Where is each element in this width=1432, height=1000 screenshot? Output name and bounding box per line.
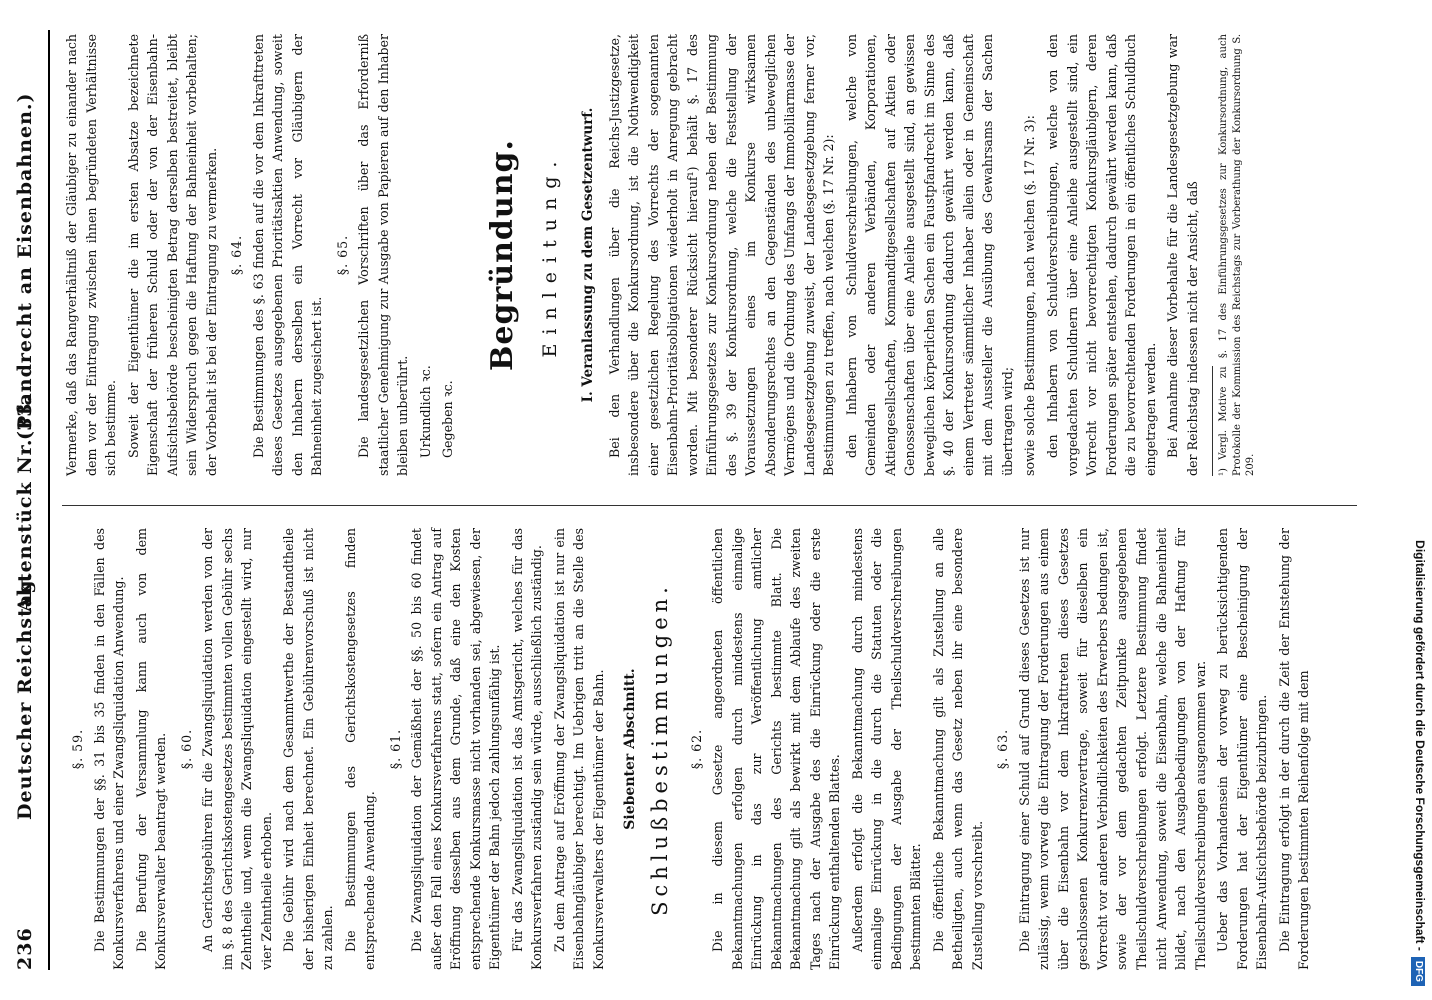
quoted-provision: den Inhabern von Schuldverschreibungen, welche von Gemeinden oder anderen Verbänden, Korporationen, Aktiengesellschaften, Kommanditgesellschaften auf Aktien oder Genossenschaften über eine Anleihe ausgestellt sind, an gewissen beweglichen körperlichen Sachen ein Faustpfandrecht im Sinne des §. 40 der Konkursordnung dadurch gewährt werden kann, daß einem Vertreter sämmtlicher Inhaber allein oder in Gemeinschaft mit dem Aussteller die Ausübung des Gewahrsams der Sachen übertragen wird; [843,34,1015,476]
paragraph-text: Die Bestimmungen des Gerichtskostengesetzes finden entsprechende Anwendung. [342,528,378,970]
paragraph-text: Die in diesem Gesetze angeordneten öffentlichen Bekanntmachungen erfolgen durch mindestens einmalige Einrückung in das zur Veröffentlichung amtlicher Bekanntmachungen des Gerichts bestimmte Blatt. Die Bekanntmachung gilt als bewirkt mit dem Ablaufe des zweiten Tages nach der Ausgabe des die Einrückung oder die erste Einrückung enthaltenden Blattes. [710,528,843,970]
section-subtitle: Schlußbestimmungen. [648,582,673,916]
paragraph-sign: §. 61. [387,728,403,770]
paragraph-sign: §. 62. [688,728,704,770]
closing-line: Urkundlich ꝛc. [417,365,433,458]
paragraph-text: Ueber das Vorhandensein der vorweg zu berücksichtigenden Forderungen hat der Eigenthümer eine Bescheinigung der Eisenbahn-Aufsichtsbehörde beizubringen. [1215,528,1270,970]
paragraph-text: Die landesgesetzlichen Vorschriften über das Erforderniß staatlicher Genehmigung zur Ausgabe von Papieren auf den Inhaber bleiben unberührt. [356,34,411,476]
paragraph-sign: §. 59. [70,728,85,770]
paragraph-text: Zu dem Antrage auf Eröffnung der Zwangsliquidation ist nur ein Eisenbahngläubiger berechtigt. Im Uebrigen tritt an die Stelle des Konkursverwalters der Eigenthümer der Bahn. [551,528,606,970]
left-column [62,528,1317,970]
paragraph-text: Die Gebühr wird nach dem Gesammtwerthe der Bestandtheile der bisherigen Einheit berechnet. Ein Gebührenvorschuß ist nicht zu zahlen. [281,528,336,970]
header-right-title: (Pfandrecht an Eisenbahnen.) [14,92,36,440]
credit-text: Digitalisierung gefördert durch die Deutsche Forschungsgemeinschaft - [1413,540,1427,951]
paragraph-sign: §. 60. [178,728,194,770]
introduction-heading: Einleitung. [539,152,562,358]
page-number: 236 [14,927,36,970]
quoted-provision: den Inhabern von Schuldverschreibungen, welche von den vorgedachten Schuldnern über eine Anleihe ausgestellt sind, ein Vorrecht vor nicht bevorrechtigten Konkursgläubigern, deren Forderungen später entstehen, dadurch gewährt werden kann, daß die zu bevorrechtenden Forderungen in ein öffentliches Schuldbuch eingetragen werden. [1045,34,1158,476]
footnote: ¹) Vergl. Motive zu §. 17 des Einführungsgesetzes zur Konkursordnung, auch Protokolle der Kommission des Reichstags zur Vorberathung der Konkursordnung S. 209. [1218,34,1257,476]
header-document-number: Aktenstück Nr. 33. [14,394,36,612]
closing-line: Gegeben ꝛc. [440,380,456,458]
page-header [14,30,48,970]
digitization-credit [1409,0,1431,1000]
paragraph-text: Bei Annahme dieser Vorbehalte für die Landesgesetzgebung war der Reichstag indessen nicht der Ansicht, daß [1165,34,1200,476]
paragraph-text: Soweit der Eigenthümer die im ersten Absatze bezeichnete Eigenschaft der früheren Schuld oder der von der Eisenbahn-Aufsichtsbehörde bescheinigten Betrag derselben bestreitet, bleibt sein Widerspruch gegen die Haftung der Bahneinheit vorbehalten; der Vorbehalt ist bei der Eintragung zu vermerken. [125,34,219,476]
header-rule [48,30,50,970]
section-title: Siebenter Abschnitt. [622,668,639,830]
footnote-rule [1212,366,1213,476]
paragraph-text: Außerdem erfolgt die Bekanntmachung durch mindestens einmalige Einrückung in die durch die Statuten oder die Bedingungen der Ausgabe der Theilschuldverschreibungen bestimmten Blätter. [849,528,924,970]
paragraph-text: Die öffentliche Bekanntmachung gilt als Zustellung an alle Betheiligten, auch wenn das Gesetz neben ihr eine besondere Zustellung vorschreibt. [930,528,985,970]
paragraph-text: Vermerke, daß das Rangverhältniß der Gläubiger zu einander nach dem vor der Eintragung zwischen ihnen begründeten Verhältnisse sich bestimme. [64,34,119,476]
header-left-title: Deutscher Reichstag. [14,571,36,820]
paragraph-text: An Gerichtsgebühren für die Zwangsliquidation werden von der im §. 8 des Gerichtskostengesetzes bestimmten vollen Gebühr sechs Zehntheile und, wenn die Zwangsliquidation eingestellt wird, nur vier Zehntheile erhoben. [200,528,274,970]
paragraph-sign: §. 65. [334,234,350,276]
paragraph-text: Die Bestimmungen der §§. 31 bis 35 finden in den Fällen des Konkursverfahrens und einer Zwangsliquidation Anwendung. [91,528,127,970]
paragraph-sign: §. 64. [229,234,245,276]
dfg-logo: DFG [1411,957,1425,986]
paragraph-text: sowie solche Bestimmungen, nach welchen (§. 17 Nr. 3): [1022,115,1038,476]
paragraph-text: Die Bestimmungen des §. 63 finden auf die vor dem Inkrafttreten dieses Gesetzes ausgegebenen Prioritätsaktien Anwendung, soweit den Inhabern derselben ein Vorrecht vor Gläubigern der Bahneinheit zugesichert ist. [250,34,325,476]
paragraph-text: Für das Zwangsliquidation ist das Amtsgericht, welches für das Konkursverfahren zuständig sein würde, ausschließlich zuständig. [509,528,545,970]
paragraph-sign: §. 63. [995,728,1011,770]
subsection-heading: I. Veranlassung zu dem Gesetzentwurf. [579,107,596,403]
paragraph-text: Die Eintragung einer Schuld auf Grund dieses Gesetzes ist nur zulässig, wenn vorweg die Eintragung der Forderungen aus einem über die Eisenbahn vor dem Inkrafttreten dieses Gesetzes geschlossenen Konkurrenzvertrage, soweit für dieselben ein Vorrecht vor anderen Verbindlichkeiten des Erwerbers bedungen ist, sowie der vor dem gedachten Zeitpunkte ausgegebenen Theilschuldverschreibungen erfolgt. Letztere Bestimmung findet nicht Anwendung, soweit die Eisenbahn, welche die Bahneinheit bildet, nach den Ausgabebedingungen von der Haftung für Theilschuldverschreibungen ausgenommen war. [1016,528,1208,970]
right-column [62,34,1261,476]
paragraph-text: Die Eintragung erfolgt in der durch die Zeit der Entstehung der Forderungen bestimmten Reihenfolge mit dem [1276,528,1312,970]
paragraph-text: Die Berufung der Versammlung kann auch von dem Konkursverwalter beantragt werden. [133,528,169,970]
justification-title: Begründung. [484,139,520,371]
paragraph-text: Die Zwangsliquidation der Gemäßheit der §§. 50 bis 60 findet außer den Fall eines Konkursverfahrens statt, sofern ein Antrag auf Eröffnung desselben aus dem Grunde, daß eine den Kosten entsprechende Konkursmasse nicht vorhanden sei, abgewiesen, der Eigenthümer der Bahn jedoch zahlungsunfähig ist. [409,528,503,970]
column-divider [62,505,1357,506]
paragraph-text: Bei den Verhandlungen über die Reichs-Justizgesetze, insbesondere über die Konkursordnung, ist die Nothwendigkeit einer gesetzlichen Regelung des Vorrechts der sogenannten Eisenbahn-Prioritätsobligationen wiederholt in Anregung gebracht worden. Mit besonderer Rücksicht hierauf¹) behält §. 17 des Einführungsgesetzes zur Konkursordnung neben der Bestimmung des §. 39 der Konkursordnung, welche die Feststellung der Voraussetzungen eines im Konkurse wirksamen Absonderungsrechtes an den Gegenständen des unbeweglichen Vermögens und die Ordnung des Umfangs der Immobiliarmasse der Landesgesetzgebung zuweist, der Landesgesetzgebung ferner vor, Bestimmungen zu treffen, nach welchen (§. 17 Nr. 2): [606,34,837,476]
